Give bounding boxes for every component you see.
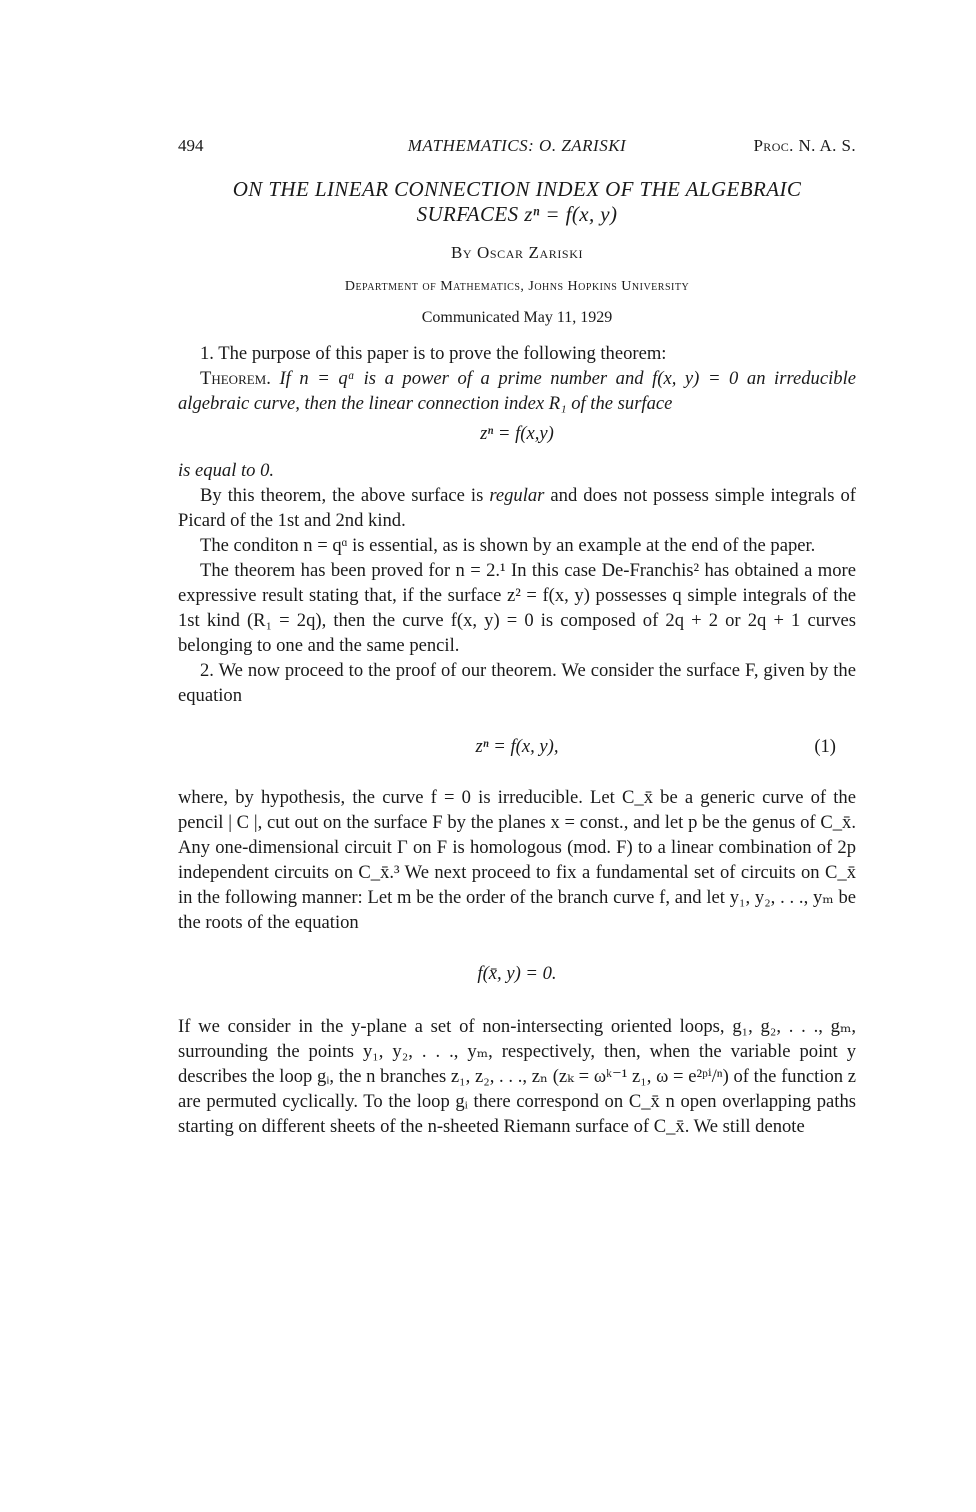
- journal-abbrev: Proc. N. A. S.: [753, 136, 856, 155]
- equation-roots: f(x̄, y) = 0.: [477, 963, 557, 984]
- theorem-paragraph: [178, 366, 856, 416]
- paragraph-de-franchis: The theorem has been proved for n = 2.¹ In this case De-Franchis² has obtained a more expressive result stating that, if the surface z² = f(x, y) possesses q simple integrals of the 1st kind (R₁ = 2q), then the curve f(x, y) = 0 is composed of 2q + 2 or 2q + 1 curves belonging to one and the same pencil.: [178, 560, 856, 656]
- equation-1-body: zⁿ = f(x, y),: [475, 736, 559, 757]
- theorem-conclusion: is equal to 0.: [178, 460, 275, 481]
- communicated-date: Communicated May 11, 1929: [421, 309, 613, 326]
- p2-italic-regular: regular: [489, 485, 545, 506]
- title-line-2: SURFACES zⁿ = f(x, y): [416, 202, 618, 226]
- page-number: 494: [178, 136, 204, 155]
- paragraph-regular: [178, 483, 856, 533]
- paragraph-section-2: 2. We now proceed to the proof of our theorem. We consider the surface F, given by the equation: [178, 660, 856, 706]
- paragraph-condition: The conditon n = qᵅ is essential, as is shown by an example at the end of the paper.: [200, 535, 816, 556]
- p2-text-c: and does not possess simple integrals of Picard of the 1st and 2nd kind.: [178, 485, 856, 531]
- author-byline: By Oscar Zariski: [450, 243, 584, 262]
- theorem-label: Theorem.: [200, 368, 271, 389]
- running-head: [178, 136, 856, 160]
- paragraph-loops: If we consider in the y-plane a set of non-intersecting oriented loops, g₁, g₂, . . ., gₘ, surrounding the points y₁, y₂, . . ., yₘ, respectively, then, when the variable point y describes the loop gᵢ, the n branches z₁, z₂, . . ., zₙ (zₖ = ωᵏ⁻¹ z₁, ω = e²ᵖⁱ/ⁿ) of the function z are permuted cyclically. To the loop gᵢ there correspond on C_x̄ n open overlapping paths starting on different sheets of the n-sheeted Riemann surface of C_x̄. We still denote: [178, 1016, 856, 1137]
- running-head-title: MATHEMATICS: O. ZARISKI: [407, 136, 627, 155]
- title-line-1: ON THE LINEAR CONNECTION INDEX OF THE ALGEBRAIC: [232, 177, 802, 201]
- equation-1: [178, 734, 856, 759]
- paragraph-section-1: 1. The purpose of this paper is to prove the following theorem:: [200, 343, 667, 364]
- theorem-equation: zⁿ = f(x,y): [480, 423, 554, 444]
- theorem-statement: If n = qᵅ is a power of a prime number and f(x, y) = 0 an irreducible algebraic curve, then the linear connection index R₁ of the surface: [178, 368, 856, 414]
- article-title: [178, 177, 856, 227]
- article-body: [178, 341, 856, 1139]
- equation-1-number: (1): [814, 736, 836, 757]
- paragraph-pencil: where, by hypothesis, the curve f = 0 is irreducible. Let C_x̄ be a generic curve of the pencil | C |, cut out on the surface F by the planes x = const., and let p be the genus of C_x̄. Any one-dimensional circuit Γ on F is homologous (mod. F) to a linear combination of 2p independent circuits on C_x̄.³ We next proceed to fix a fundamental set of circuits on C_x̄ in the following manner: Let m be the order of the branch curve f, and let y₁, y₂, . . ., yₘ be the roots of the equation: [178, 787, 856, 933]
- affiliation: Department of Mathematics, Johns Hopkins University: [344, 279, 690, 294]
- page: [178, 136, 856, 1139]
- p2-text-a: By this theorem, the above surface is: [200, 485, 490, 506]
